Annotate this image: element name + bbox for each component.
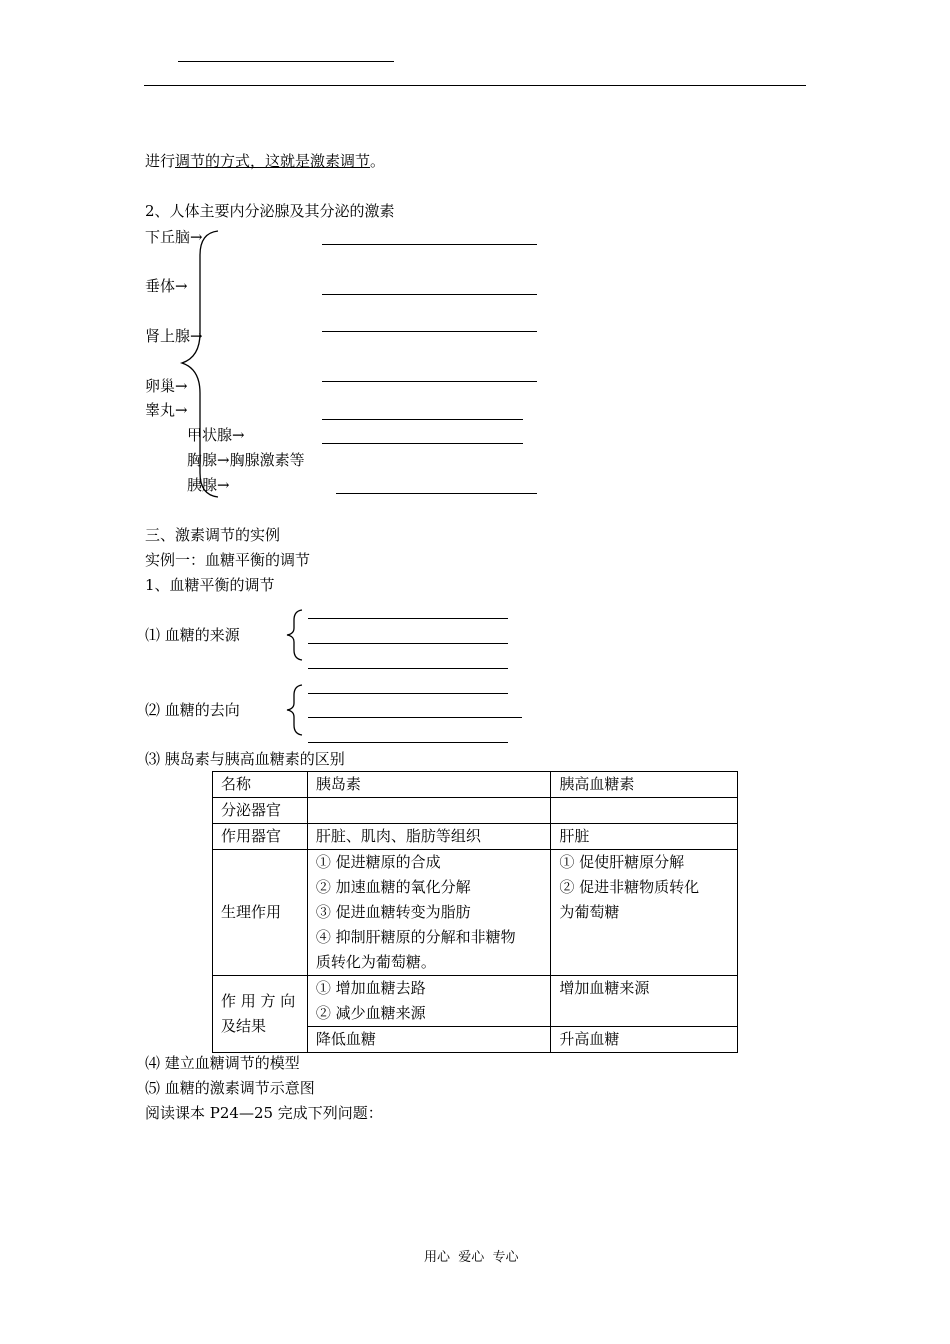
cell-line: ③ 促进血糖转变为脂肪 xyxy=(315,903,471,921)
table-cell: 作用器官 xyxy=(213,824,308,850)
gland-pituitary: 垂体→ xyxy=(145,277,188,295)
cell-line: ④ 抑制肝糖原的分解和非糖物 xyxy=(315,928,516,946)
gland-hypothalamus: 下丘脑→ xyxy=(145,228,203,246)
blank-line xyxy=(308,717,522,718)
cell-line: ② 加速血糖的氧化分解 xyxy=(315,878,471,896)
difference-label: ⑶ 胰岛素与胰高血糖素的区别 xyxy=(145,750,345,768)
intro-text-c: 。 xyxy=(370,152,386,170)
table-cell xyxy=(213,976,308,1053)
blank-line xyxy=(322,294,537,295)
reading-instruction: 阅读课本 P24—25 完成下列问题： xyxy=(145,1104,383,1122)
blank-line xyxy=(322,419,523,420)
source-brace xyxy=(284,608,306,662)
blank-line xyxy=(308,693,508,694)
gland-testis: 睾丸→ xyxy=(145,401,188,419)
gland-thyroid: 甲状腺→ xyxy=(187,426,245,444)
glucose-source-label: ⑴ 血糖的来源 xyxy=(145,626,240,644)
table-cell-empty xyxy=(551,798,738,824)
cell-line: ① 促使肝糖原分解 xyxy=(559,853,685,871)
example-title: 实例一：血糖平衡的调节 xyxy=(145,551,311,569)
page-footer: 用心 爱心 专心 xyxy=(424,1250,519,1265)
blank-line xyxy=(308,668,508,669)
table-row xyxy=(213,824,738,850)
blank-line xyxy=(322,443,523,444)
model-label: ⑷ 建立血糖调节的模型 xyxy=(145,1054,300,1072)
blank-line xyxy=(322,331,537,332)
blank-line xyxy=(308,618,508,619)
cell-line: 作 用 方 向 xyxy=(221,992,296,1010)
table-cell xyxy=(551,850,738,976)
intro-text-underlined: 调节的方式，这就是激素调节 xyxy=(175,152,371,170)
gland-ovary: 卵巢→ xyxy=(145,377,188,395)
blank-line xyxy=(144,85,806,86)
intro-text-a: 进行 xyxy=(145,152,176,170)
glucose-destination-label: ⑵ 血糖的去向 xyxy=(145,701,240,719)
table-cell: 胰岛素 xyxy=(307,772,551,798)
subsection-title: 1、血糖平衡的调节 xyxy=(145,576,275,594)
gland-brace xyxy=(178,229,228,499)
blank-line xyxy=(308,742,508,743)
intro-sentence xyxy=(145,151,385,171)
cell-line: 质转化为葡萄糖。 xyxy=(315,953,436,971)
diagram-label: ⑸ 血糖的激素调节示意图 xyxy=(145,1079,315,1097)
blank-line xyxy=(336,493,537,494)
cell-line: ② 促进非糖物质转化 xyxy=(559,878,700,896)
gland-thymus: 胸腺→胸腺激素等 xyxy=(187,451,305,469)
table-cell: 胰高血糖素 xyxy=(551,772,738,798)
blank-line xyxy=(308,643,508,644)
table-row xyxy=(213,850,738,976)
table-cell: 分泌器官 xyxy=(213,798,308,824)
gland-adrenal: 肾上腺→ xyxy=(145,327,203,345)
glands-heading: 2、人体主要内分泌腺及其分泌的激素 xyxy=(145,202,395,220)
table-cell-empty xyxy=(307,798,551,824)
gland-pancreas: 胰腺→ xyxy=(187,476,230,494)
cell-line: ② 减少血糖来源 xyxy=(315,1004,426,1022)
table-row xyxy=(213,976,738,1027)
section-heading: 三、激素调节的实例 xyxy=(145,526,281,544)
cell-line: 及结果 xyxy=(221,1017,267,1035)
cell-line: ① 增加血糖去路 xyxy=(315,979,426,997)
blank-line xyxy=(322,244,537,245)
table-cell xyxy=(307,850,551,976)
table-row xyxy=(213,772,738,798)
blank-line xyxy=(322,381,537,382)
destination-brace xyxy=(284,683,306,737)
table-cell: 降低血糖 xyxy=(307,1027,551,1053)
table-row xyxy=(213,798,738,824)
table-cell: 增加血糖来源 xyxy=(551,976,738,1027)
hormone-comparison-table xyxy=(212,771,738,1053)
table-cell: 升高血糖 xyxy=(551,1027,738,1053)
table-cell: 肝脏 xyxy=(551,824,738,850)
cell-line: 为葡萄糖 xyxy=(559,903,620,921)
cell-line: ① 促进糖原的合成 xyxy=(315,853,441,871)
table-cell: 肝脏、肌肉、脂肪等组织 xyxy=(307,824,551,850)
table-cell: 名称 xyxy=(213,772,308,798)
table-cell: 生理作用 xyxy=(213,850,308,976)
table-cell xyxy=(307,976,551,1027)
blank-line xyxy=(178,61,394,62)
